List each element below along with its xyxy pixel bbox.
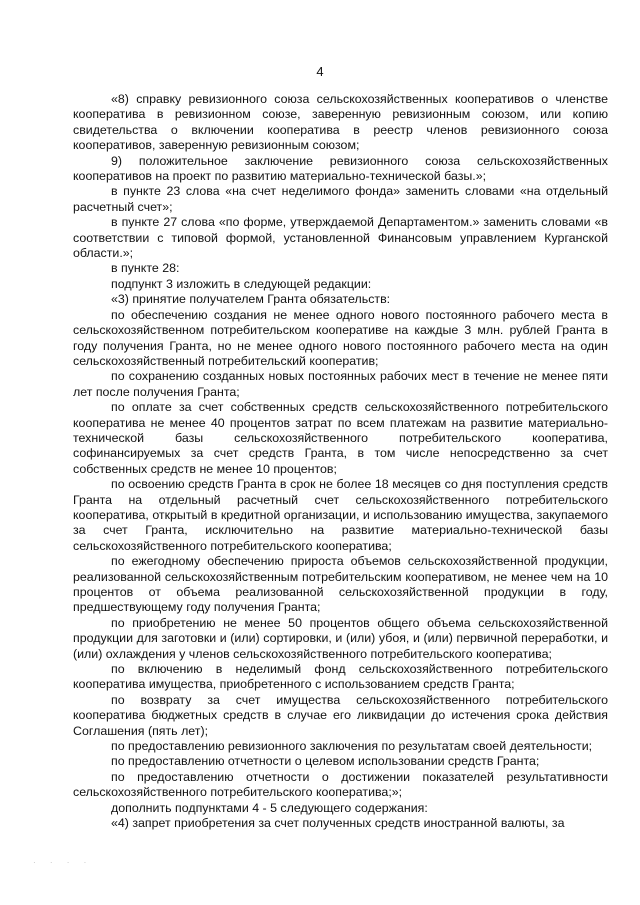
paragraph: по обеспечению создания не менее одного нового постоянного рабочего места в сельскохозяйственном потребительском кооперативе на каждые 3 млн. рублей Гранта в году получения Гранта, но не менее одного нового постоянного рабочего места на один сельскохозяйственный потребительский кооператив; bbox=[73, 307, 608, 368]
paragraph: подпункт 3 изложить в следующей редакции: bbox=[111, 276, 372, 291]
paragraph: «3) принятие получателем Гранта обязательств: bbox=[111, 292, 391, 307]
paragraph: по включению в неделимый фонд сельскохозяйственного потребительского кооператива имущества, приобретенного с использованием средств Гранта; bbox=[73, 662, 608, 692]
page-number: 4 bbox=[316, 64, 324, 79]
paragraph: 9) положительное заключение ревизионного союза сельскохозяйственных кооперативов на проект по развитию материально-технической базы.»; bbox=[73, 153, 608, 184]
paragraph: по сохранению созданных новых постоянных рабочих мест в течение не менее пяти лет после получения Гранта; bbox=[73, 369, 608, 399]
document-body bbox=[73, 92, 608, 832]
paragraph: «4) запрет приобретения за счет полученных средств иностранной валюты, за bbox=[111, 816, 565, 831]
paragraph: в пункте 27 слова «по форме, утверждаемой Департаментом.» заменить словами «в соответствии с типовой формой, установленной Финансовым управлением Курганской области.»; bbox=[73, 215, 608, 261]
paragraph: в пункте 23 слова «на счет неделимого фонда» заменить словами «на отдельный расчетный счет»; bbox=[73, 184, 608, 214]
paragraph: по освоению средств Гранта в срок не более 18 месяцев со дня поступления средств Гранта на отдельный расчетный счет сельскохозяйственного потребительского кооператива, открытый в кредитной организации, и использованию имущества, закупаемого за счет Гранта, исключительно на развитие материально-технической базы сельскохозяйственного потребительского кооператива; bbox=[73, 477, 608, 553]
paragraph: по оплате за счет собственных средств сельскохозяйственного потребительского кооператива не менее 40 процентов затрат по всем платежам на развитие материально-технической базы сельскохозяйственного потребительского кооператива, софинансируемых за счет средств Гранта, в том числе непосредственно за счет собственных средств не менее 10 процентов; bbox=[73, 400, 608, 476]
paragraph: по ежегодному обеспечению прироста объемов сельскохозяйственной продукции, реализованной сельскохозяйственным потребительским кооперативом, не менее чем на 10 процентов от объема реализованной сельскохозяйственной продукции в году, предшествующему году получения Гранта; bbox=[73, 554, 608, 615]
paragraph: по возврату за счет имущества сельскохозяйственного потребительского кооператива бюджетных средств в случае его ликвидации до истечения срока действия Соглашения (пять лет); bbox=[73, 692, 608, 738]
paragraph: по предоставлению отчетности о достижении показателей результативности сельскохозяйственного потребительского кооператива;»; bbox=[73, 769, 608, 800]
paragraph: в пункте 28: bbox=[111, 261, 180, 276]
paragraph: дополнить подпунктами 4 - 5 следующего содержания: bbox=[111, 800, 428, 815]
paragraph: по предоставлению ревизионного заключения по результатам своей деятельности; bbox=[111, 739, 593, 754]
scan-artifact: · · · · bbox=[33, 858, 93, 867]
paragraph: по предоставлению отчетности о целевом использовании средств Гранта; bbox=[111, 754, 540, 769]
paragraph: по приобретению не менее 50 процентов общего объема сельскохозяйственной продукции для заготовки и (или) сортировки, и (или) убоя, и (или) первичной переработки, и (или) охлаждения у членов сельскохозяйственного потребительского кооператива; bbox=[73, 615, 608, 661]
paragraph: «8) справку ревизионного союза сельскохозяйственных кооперативов о членстве кооператива в ревизионном союзе, заверенную ревизионным союзом, или копию свидетельства о включении кооператива в реестр членов ревизионного союза кооперативов, заверенную ревизионным союзом; bbox=[73, 92, 608, 153]
